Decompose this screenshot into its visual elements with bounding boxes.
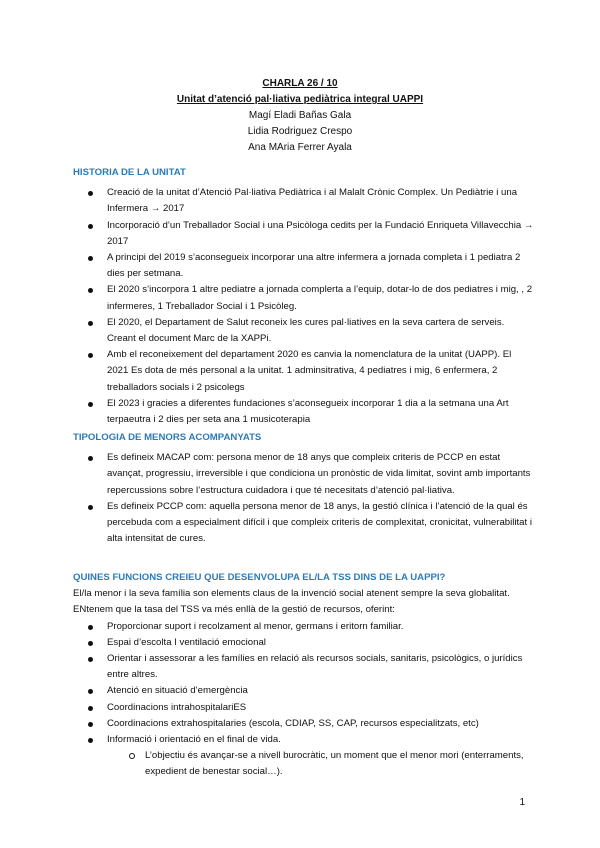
list-item: Proporcionar suport i recolzament al menor, germans i eritorn familiar. [73, 619, 535, 635]
list-item: Atenció en situació d’emergència [73, 683, 535, 699]
typology-list [73, 450, 535, 547]
typology-heading: TIPOLOGIA DE MENORS ACOMPANYATS [73, 432, 262, 443]
bullet-icon [88, 353, 93, 358]
bullet-icon [88, 256, 93, 261]
list-item: El 2023 i gracies a diferentes fundaciones s’aconsegueix incorporar 1 dia a la setmana una Art terpaeutra i 2 dies per seta ana 1 musicoterapia [73, 396, 535, 428]
sub-list-item: L’objectiu és avançar-se a nivell burocràtic, un moment que el menor mori (enterraments, expedient de benestar social…). [73, 748, 535, 780]
functions-intro: El/la menor i la seva família son elements claus de la invenció social atenent sempre la seva globalitat. ENtenem que la tasa del TSS va més enllà de la gestió de recursos, oferint: [73, 588, 510, 616]
list-item: Orientar i assessorar a les famílies en relació als recursos socials, sanitaris, psicològics, o jurídics entre altres. [73, 651, 535, 683]
bullet-icon [88, 224, 93, 229]
list-item: Informació i orientació en el final de vida. [73, 732, 535, 748]
bullet-icon [88, 288, 93, 293]
list-item: El 2020 s’incorpora 1 altre pediatre a jornada complerta a l’equip, dotar-lo de dos pediatres i mig, , 2 infermeres, 1 Treballador Social i 1 Psicòleg. [73, 282, 535, 314]
history-heading: HISTORIA DE LA UNITAT [73, 167, 186, 178]
list-item: Espai d’escolta I ventilació emocional [73, 635, 535, 651]
bullet-icon [88, 657, 93, 662]
document-header [0, 76, 600, 156]
list-item: El 2020, el Departament de Salut reconeix les cures pal·liatives en la seva cartera de serveis. Creant el document Marc de la XAPPi. [73, 315, 535, 347]
typology-section [73, 430, 535, 547]
list-item: Coordinacions intrahospitalariES [73, 700, 535, 716]
list-item: Es defineix PCCP com: aquella persona menor de 18 anys, la gestió clínica i l’atenció de la qual és percebuda com a especialment difícil i que compleix criteris de complexitat, cronicitat, vulnerabilitat i alta intensitat de cures. [73, 499, 535, 548]
bullet-icon [88, 402, 93, 407]
hollow-bullet-icon [129, 753, 135, 759]
author-name: Magí Eladi Bañas Gala [248, 110, 352, 121]
bullet-icon [88, 706, 93, 711]
bullet-icon [88, 505, 93, 510]
functions-list [73, 619, 535, 749]
document-subtitle: Unitat d’atenció pal·liativa pediàtrica integral UAPPI [176, 94, 424, 105]
bullet-icon [88, 641, 93, 646]
functions-section [73, 570, 535, 781]
list-item: Coordinacions extrahospitalaries (escola, CDIAP, SS, CAP, recursos especialitzats, etc) [73, 716, 535, 732]
functions-heading: QUINES FUNCIONS CREIEU QUE DESENVOLUPA EL/LA TSS DINS DE LA UAPPI? [73, 572, 446, 583]
bullet-icon [88, 738, 93, 743]
author-name: Lidia Rodriguez Crespo [247, 126, 353, 137]
list-item: Amb el reconeixement del departament 2020 es canvia la nomenclatura de la unitat (UAPP). El 2021 Es dota de més personal a la unitat. 1 adminsitrativa, 4 pediatres i mig, 6 enfermera, 2 treballadors socials i 2 psicolegs [73, 347, 535, 396]
list-item: A principi del 2019 s’aconsegueix incorporar una altre infermera a jornada completa i 1 pediatra 2 dies per setmana. [73, 250, 535, 282]
functions-sublist [73, 748, 535, 780]
bullet-icon [88, 625, 93, 630]
page-number: 1 [519, 797, 525, 808]
bullet-icon [88, 321, 93, 326]
bullet-icon [88, 722, 93, 727]
bullet-icon [88, 191, 93, 196]
list-item: Es defineix MACAP com: persona menor de 18 anys que compleix criteris de PCCP en estat avançat, progressiu, irreversible i que condiciona un pronòstic de vida limitat, sovint amb importants repercussions sobre l’estructura cuidadora i que té necesitats d’atenció pal·liativa. [73, 450, 535, 499]
author-name: Ana MAria Ferrer Ayala [248, 142, 352, 153]
history-list [73, 185, 535, 428]
bullet-icon [88, 456, 93, 461]
list-item: Incorporació d’un Treballador Social i una Psicòloga cedits per la Fundació Enriqueta Villavecchia → 2017 [73, 218, 535, 250]
bullet-icon [88, 689, 93, 694]
list-item: Creació de la unitat d’Atenció Pal·liativa Pediàtrica i al Malalt Crònic Complex. Un Pediàtrie i una Infermera → 2017 [73, 185, 535, 217]
history-section [73, 165, 535, 428]
document-title: CHARLA 26 / 10 [262, 78, 338, 89]
